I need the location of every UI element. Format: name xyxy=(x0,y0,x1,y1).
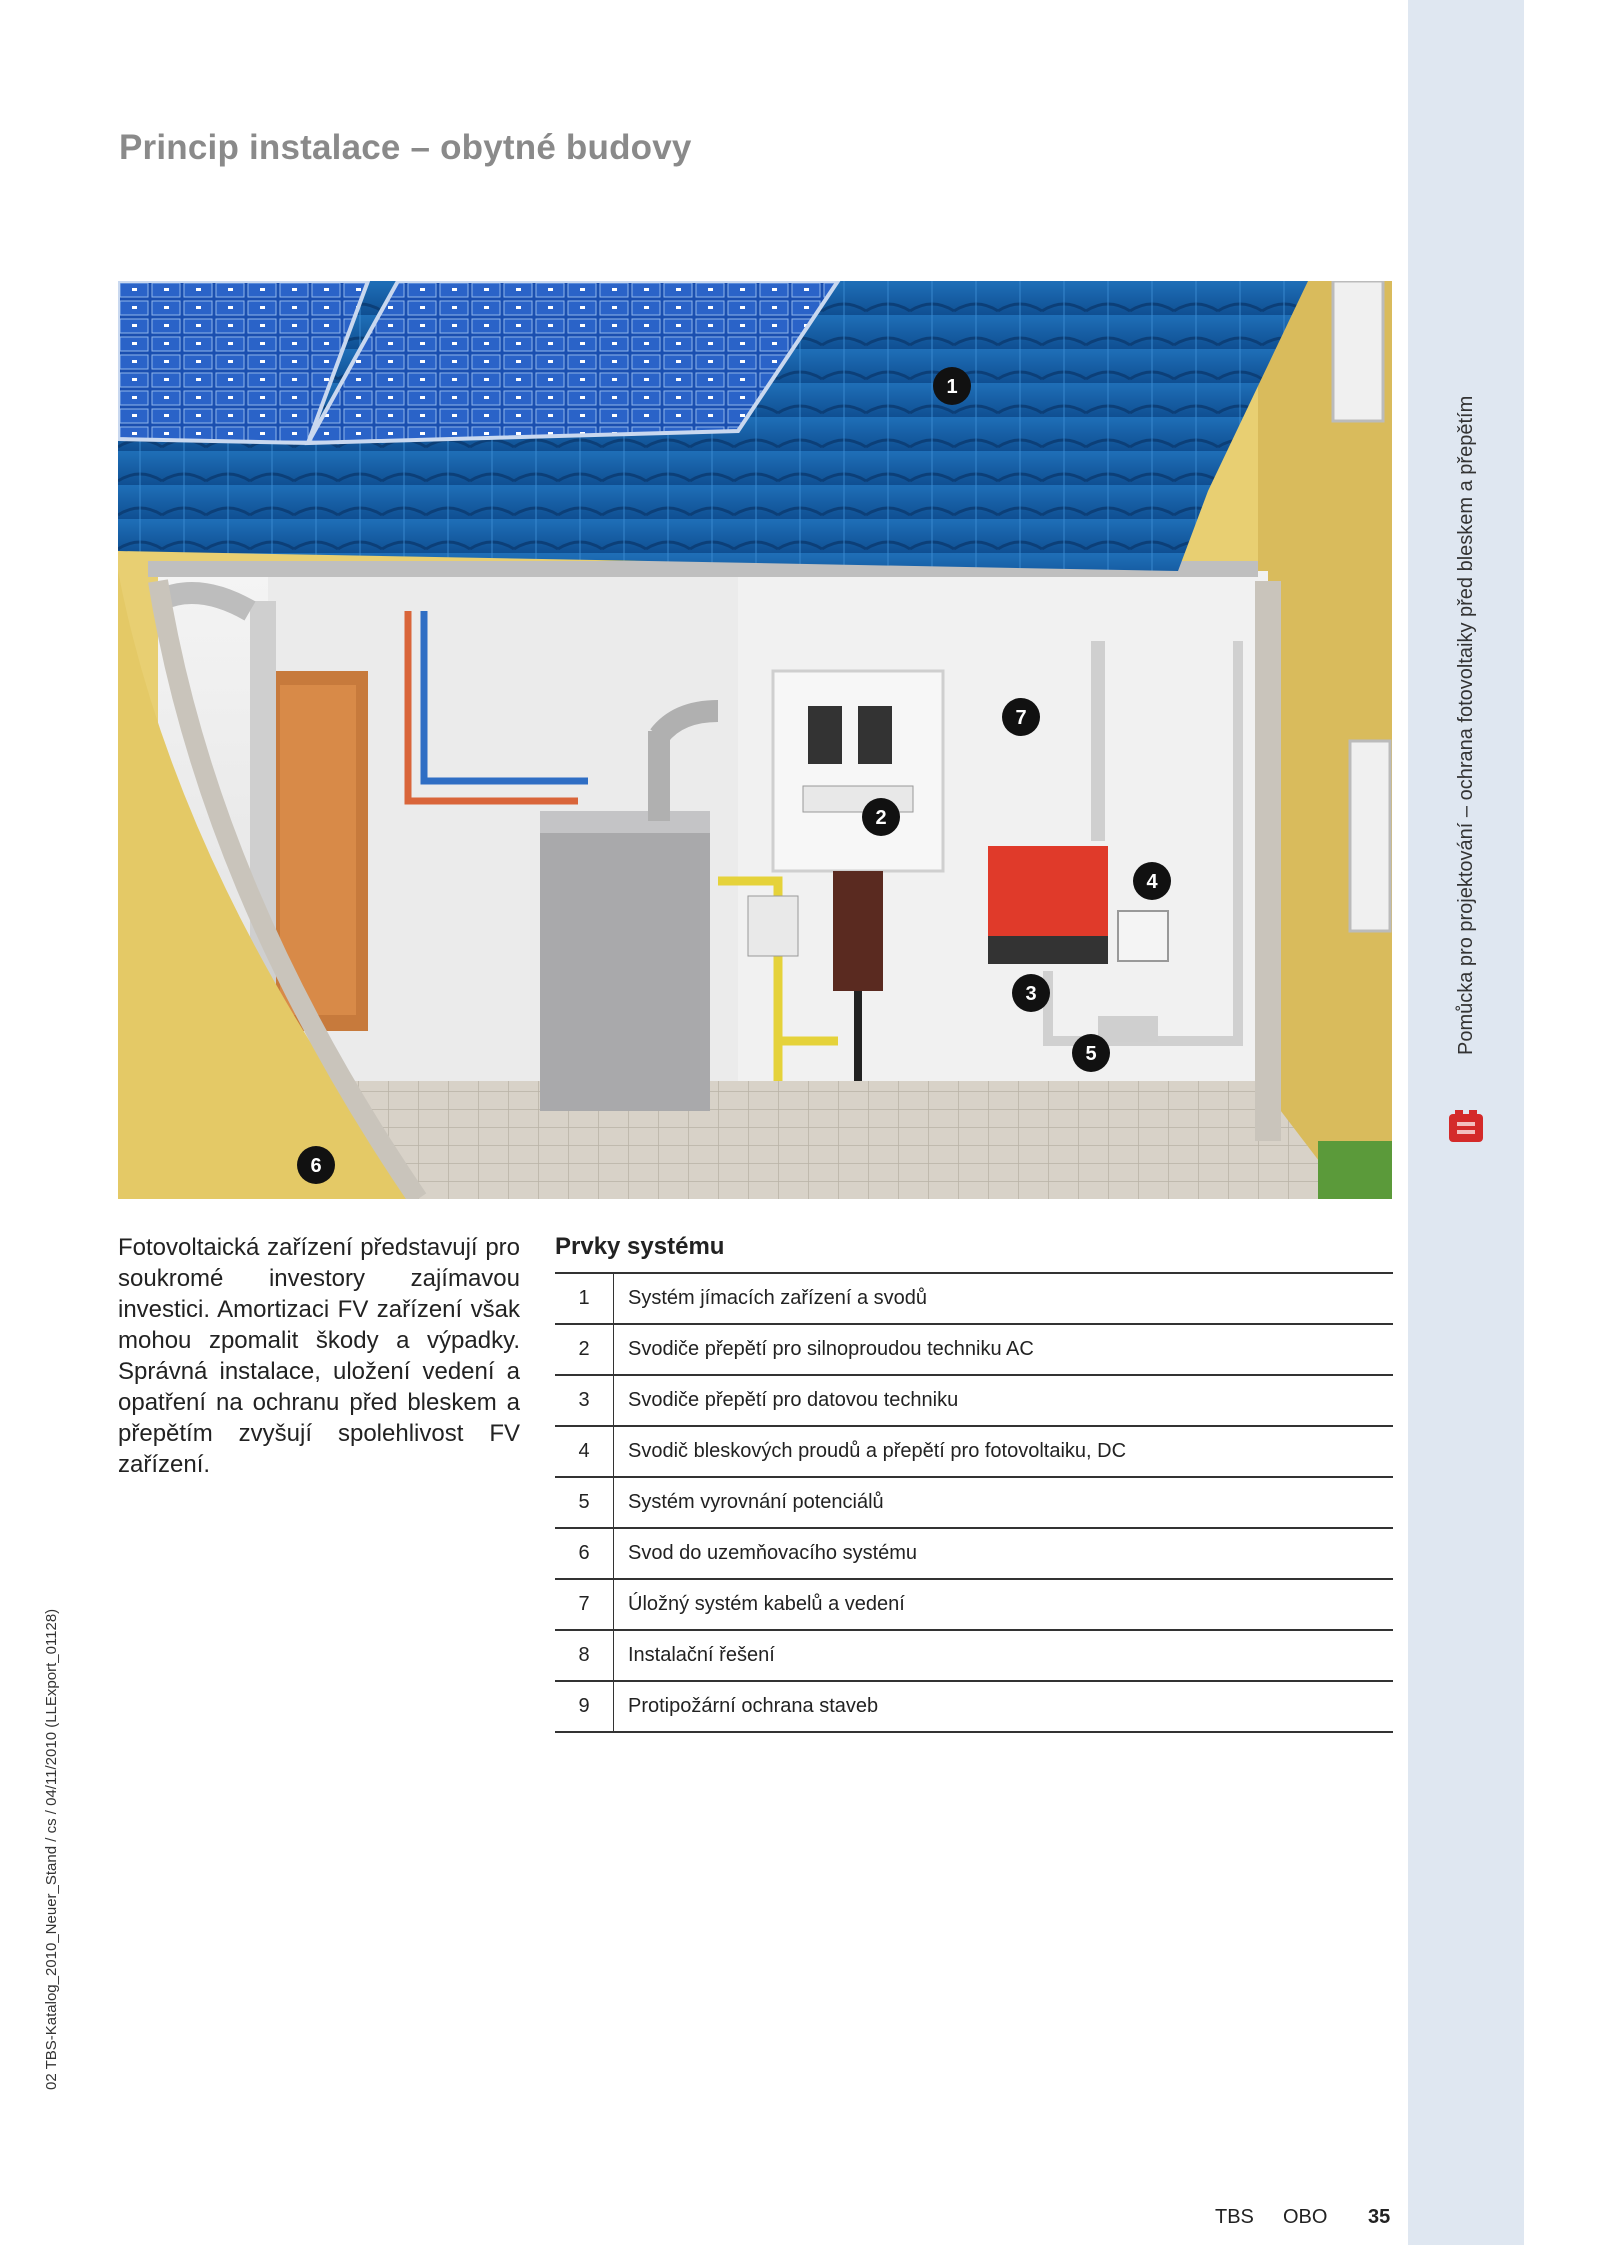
table-row xyxy=(555,1375,1393,1426)
installation-illustration xyxy=(118,281,1392,1199)
row-number: 9 xyxy=(555,1681,614,1732)
row-number: 2 xyxy=(555,1324,614,1375)
page-title: Princip instalace – obytné budovy xyxy=(119,128,692,167)
sidebar-vertical-text: Pomůcka pro projektování – ochrana fotovoltaiky před bleskem a přepětím xyxy=(1455,395,1477,1055)
system-components-table xyxy=(555,1272,1393,1733)
row-label: Úložný systém kabelů a vedení xyxy=(614,1579,1394,1630)
footer-brand-obo: OBO xyxy=(1283,2206,1328,2228)
row-number: 4 xyxy=(555,1426,614,1477)
footer-brand-tbs: TBS xyxy=(1215,2206,1254,2228)
row-label: Instalační řešení xyxy=(614,1630,1394,1681)
row-number: 3 xyxy=(555,1375,614,1426)
table-row xyxy=(555,1630,1393,1681)
row-label: Protipožární ochrana staveb xyxy=(614,1681,1394,1732)
svg-text:4: 4 xyxy=(1146,871,1158,893)
system-components-heading: Prvky systému xyxy=(555,1233,725,1260)
table-row xyxy=(555,1273,1393,1324)
row-number: 8 xyxy=(555,1630,614,1681)
callout-1 xyxy=(933,367,971,405)
intro-paragraph: Fotovoltaická zařízení představují pro soukromé investory zajímavou investici. Amortizaci FV zařízení však mohou zpomalit škody a výpadky. Správná instalace, uložení vedení a opatření na ochranu před bleskem a přepětím zvyšují spolehlivost FV zařízení. xyxy=(118,1234,520,1478)
row-number: 6 xyxy=(555,1528,614,1579)
obo-logo-icon xyxy=(1445,1108,1489,1148)
row-label: Systém vyrovnání potenciálů xyxy=(614,1477,1394,1528)
system-components xyxy=(555,1232,1393,1733)
row-number: 7 xyxy=(555,1579,614,1630)
row-label: Svodič bleskových proudů a přepětí pro fotovoltaiku, DC xyxy=(614,1426,1394,1477)
svg-text:5: 5 xyxy=(1085,1043,1097,1065)
svg-text:3: 3 xyxy=(1025,983,1037,1005)
row-label: Systém jímacích zařízení a svodů xyxy=(614,1273,1394,1324)
svg-text:6: 6 xyxy=(310,1155,322,1177)
row-label: Svod do uzemňovacího systému xyxy=(614,1528,1394,1579)
callout-4 xyxy=(1133,862,1171,900)
table-row xyxy=(555,1579,1393,1630)
row-number: 5 xyxy=(555,1477,614,1528)
callout-6 xyxy=(297,1146,335,1184)
svg-text:7: 7 xyxy=(1015,707,1027,729)
svg-text:2: 2 xyxy=(875,807,887,829)
table-row xyxy=(555,1528,1393,1579)
svg-text:1: 1 xyxy=(946,376,958,398)
table-row xyxy=(555,1681,1393,1732)
document-code: 02 TBS-Katalog_2010_Neuer_Stand / cs / 04/11/2010 (LLExport_01128) xyxy=(43,1608,60,2090)
callout-2 xyxy=(862,798,900,836)
table-row xyxy=(555,1477,1393,1528)
row-label: Svodiče přepětí pro silnoproudou techniku AC xyxy=(614,1324,1394,1375)
page-number: 35 xyxy=(1368,2206,1391,2228)
callout-5 xyxy=(1072,1034,1110,1072)
row-label: Svodiče přepětí pro datovou techniku xyxy=(614,1375,1394,1426)
table-row xyxy=(555,1426,1393,1477)
table-row xyxy=(555,1324,1393,1375)
callout-3 xyxy=(1012,974,1050,1012)
row-number: 1 xyxy=(555,1273,614,1324)
callout-7 xyxy=(1002,698,1040,736)
